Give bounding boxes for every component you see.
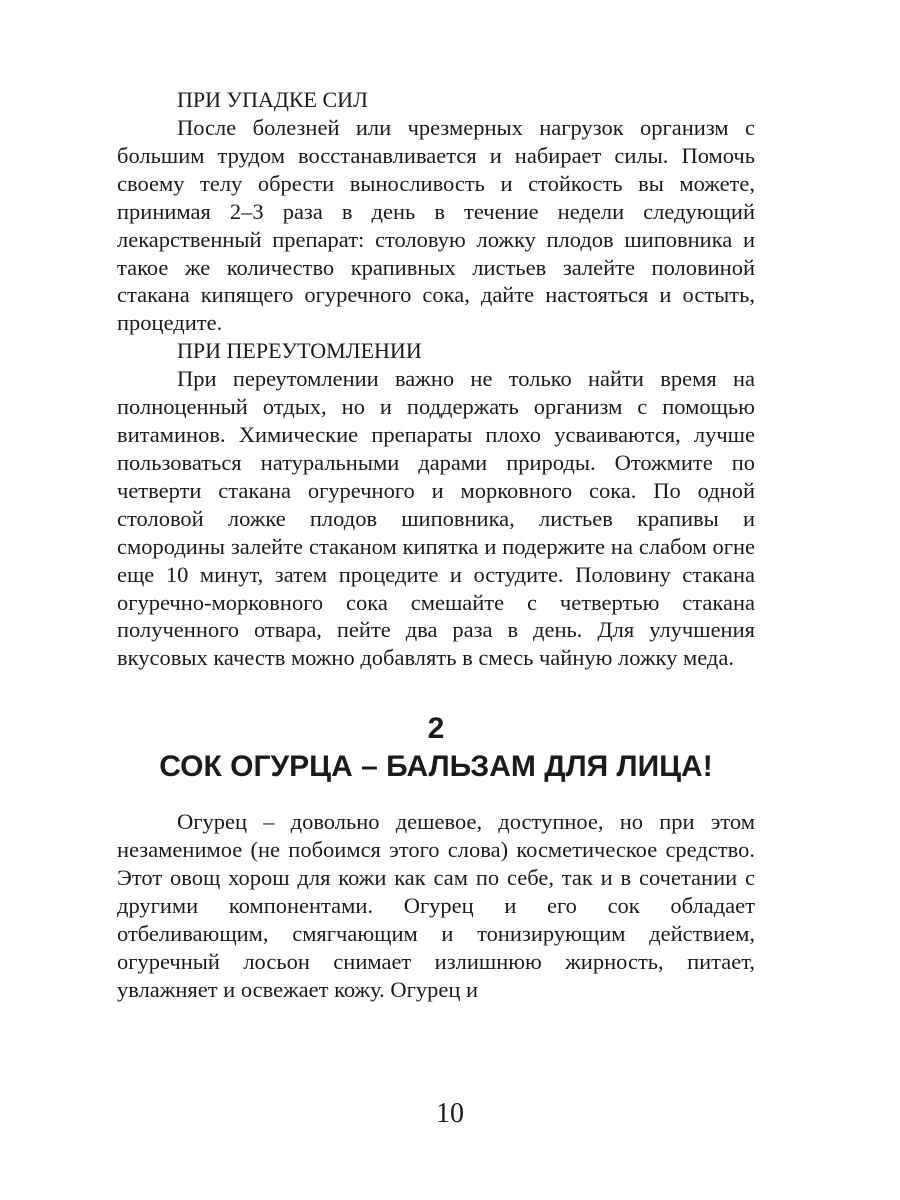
paragraph-fatigue: После болезней или чрезмерных нагрузок организм с большим трудом восстанавливается и набирает силы. Помочь своему телу обрести выносливость и стойкость вы можете, принимая 2–3 раза в день в течение недели следующий лекарственный препарат: столовую ложку плодов шиповника и такое же количество крапивных листьев залейте половиной стакана кипящего огуречного сока, дайте настояться и остыть, процедите. [117, 115, 755, 336]
section-heading-overwork: ПРИ ПЕРЕУТОМЛЕНИИ [177, 338, 422, 364]
chapter-number: 2 [427, 712, 445, 746]
chapter-title: СОК ОГУРЦА – БАЛЬЗАМ ДЛЯ ЛИЦА! [159, 750, 713, 784]
section-heading-fatigue: ПРИ УПАДКЕ СИЛ [177, 87, 368, 112]
paragraph-overwork: При переутомлении важно не только найти время на полноценный отдых, но и поддержать организм с помощью витаминов. Химические препараты плохо усваиваются, лучше пользоваться натуральными дарами природы. Отожмите по четверти стакана огуречного и морковного сока. По одной столовой ложке плодов шиповника, листьев крапивы и смородины залейте стаканом кипятка и подержите на слабом огне еще 10 минут, затем процедите и остудите. Половину стакана огуречно-морковного сока смешайте с четвертью стакана полученного отвара, пейте два раза в день. Для улучшения вкусовых качеств можно добавлять в смесь чайную ложку меда. [117, 366, 755, 671]
page-body [117, 86, 755, 1004]
paragraph-cucumber: Огурец – довольно дешевое, доступное, но при этом незаменимое (не побоимся этого слова) косметическое средство. Этот овощ хорош для кожи как сам по себе, так и в сочетании с другими компонентами. Огурец и его сок обладает отбеливающим, смягчающим и тонизирующим действием, огуречный лосьон снимает излишнюю жирность, питает, увлажняет и освежает кожу. Огурец и [117, 809, 755, 1002]
page-number: 10 [436, 1098, 464, 1129]
